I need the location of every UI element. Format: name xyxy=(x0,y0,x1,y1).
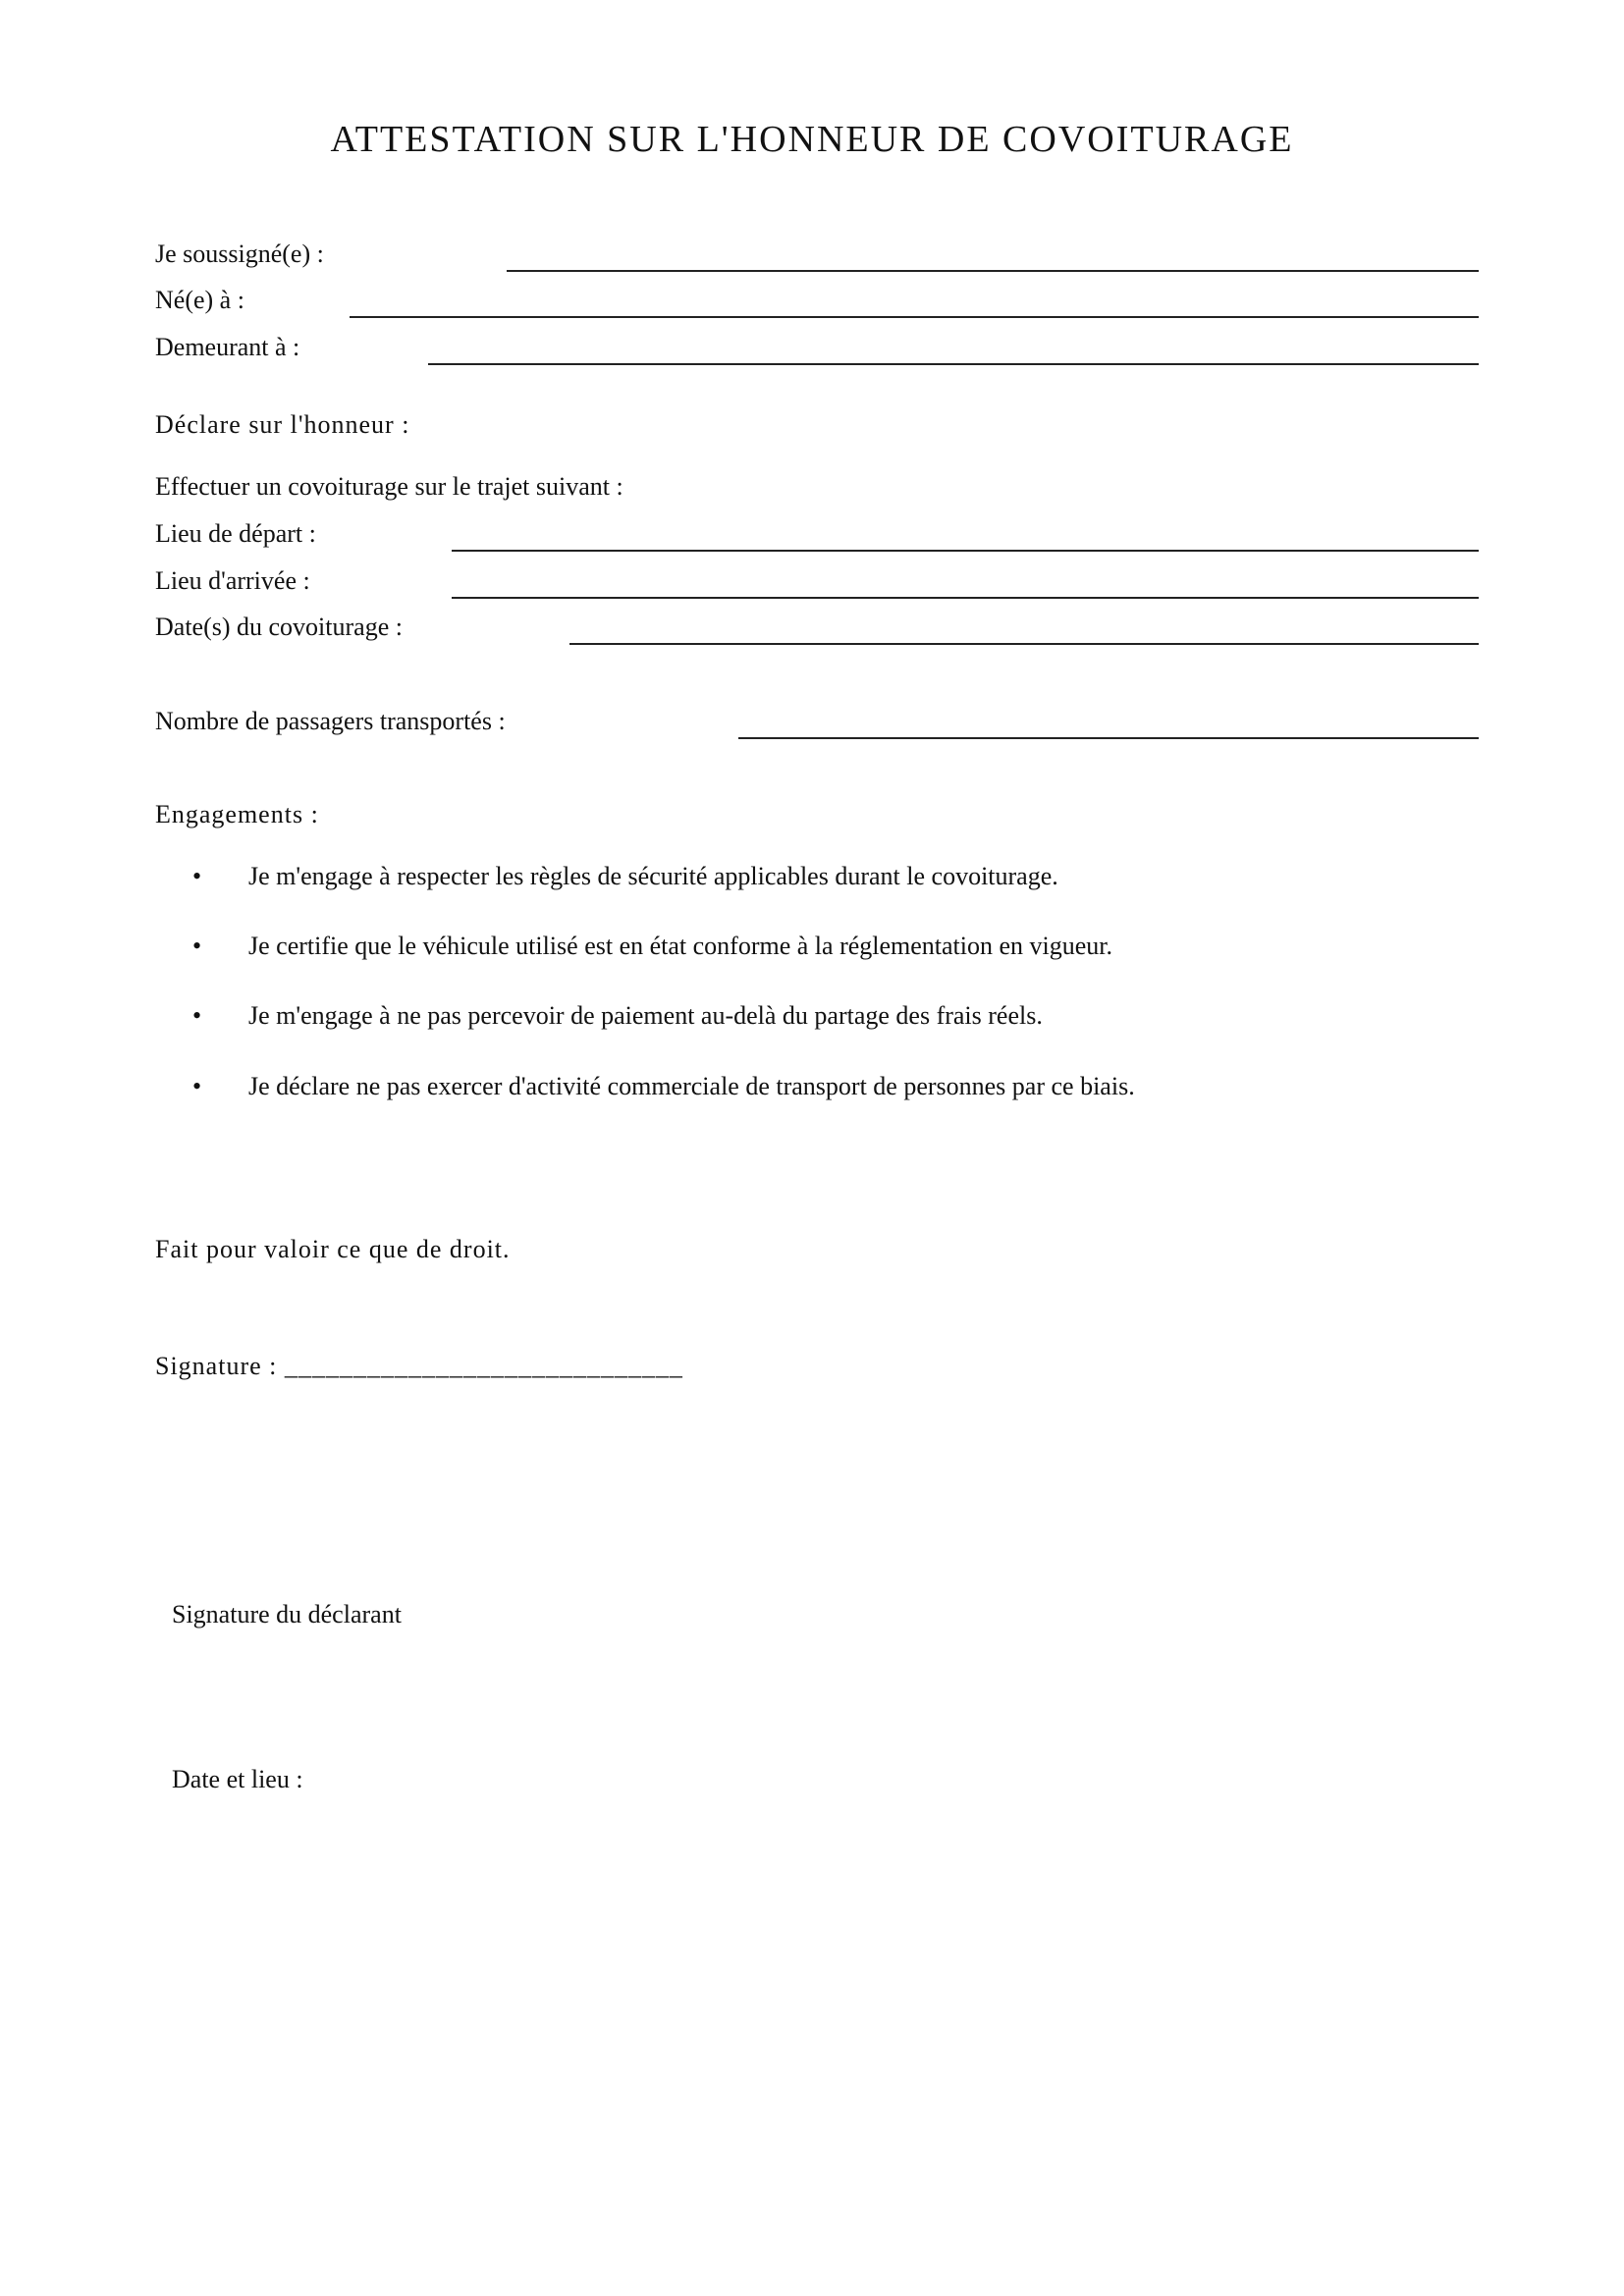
passagers-field-line[interactable] xyxy=(738,737,1479,739)
signature-caption: Signature du déclarant xyxy=(172,1600,402,1629)
ne-field-line[interactable] xyxy=(350,316,1479,318)
engagement-text: Je m'engage à respecter les règles de sécurité applicables durant le covoiturage. xyxy=(248,862,1058,890)
date-lieu-label: Date et lieu : xyxy=(172,1765,303,1793)
bullet-icon: • xyxy=(192,862,202,890)
dates-label: Date(s) du covoiturage : xyxy=(155,613,403,641)
dates-field-line[interactable] xyxy=(569,643,1479,645)
demeurant-field-line[interactable] xyxy=(428,363,1479,365)
trajet-intro: Effectuer un covoiturage sur le trajet suivant : xyxy=(155,472,623,501)
closing-statement: Fait pour valoir ce que de droit. xyxy=(155,1235,511,1263)
arrivee-label: Lieu d'arrivée : xyxy=(155,566,310,595)
signature-line[interactable]: Signature : _____________________________ xyxy=(155,1352,683,1380)
soussigne-label: Je soussigné(e) : xyxy=(155,240,324,268)
arrivee-field-line[interactable] xyxy=(452,597,1479,599)
passagers-label: Nombre de passagers transportés : xyxy=(155,707,506,735)
soussigne-field-line[interactable] xyxy=(507,270,1479,272)
declare-label: Déclare sur l'honneur : xyxy=(155,410,410,439)
depart-field-line[interactable] xyxy=(452,550,1479,552)
engagement-text: Je m'engage à ne pas percevoir de paiement au-delà du partage des frais réels. xyxy=(248,1001,1043,1030)
bullet-icon: • xyxy=(192,1001,202,1030)
bullet-icon: • xyxy=(192,1072,202,1100)
engagements-heading: Engagements : xyxy=(155,800,319,828)
engagement-text: Je certifie que le véhicule utilisé est en état conforme à la réglementation en vigueur. xyxy=(248,932,1113,960)
ne-label: Né(e) à : xyxy=(155,286,244,314)
bullet-icon: • xyxy=(192,932,202,960)
depart-label: Lieu de départ : xyxy=(155,519,316,548)
demeurant-label: Demeurant à : xyxy=(155,333,300,361)
engagement-text: Je déclare ne pas exercer d'activité commerciale de transport de personnes par ce biais. xyxy=(248,1072,1135,1100)
document-title: ATTESTATION SUR L'HONNEUR DE COVOITURAGE xyxy=(330,119,1294,160)
